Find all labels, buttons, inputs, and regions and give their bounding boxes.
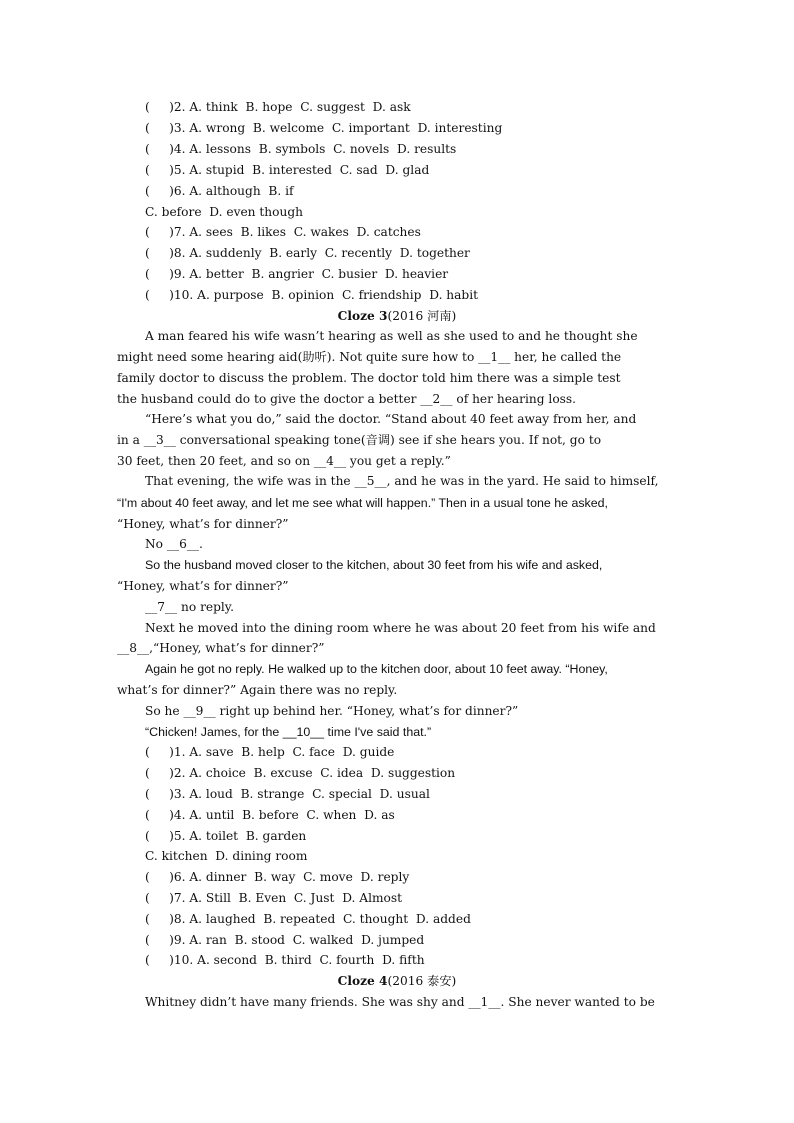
cloze3-line-5: “Here’s what you do,” said the doctor. “Stand about 40 feet away from her, and (145, 412, 637, 426)
question-c2-7: ( )7. A. sees B. likes C. wakes D. catches (145, 225, 421, 239)
cloze3-line-18: what’s for dinner?” Again there was no reply. (117, 683, 398, 697)
question-c2-3: ( )3. A. wrong B. welcome C. important D. interesting (145, 121, 503, 135)
cloze3-line-8: That evening, the wife was in the __5__, and he was in the yard. He said to himself, (145, 474, 659, 488)
question-c3-2: ( )2. A. choice B. excuse C. idea D. suggestion (145, 766, 456, 780)
cloze3-line-7: 30 feet, then 20 feet, and so on __4__ you get a reply.” (117, 454, 451, 468)
question-c3-5-cont: C. kitchen D. dining room (145, 849, 308, 863)
cloze3-heading (0, 306, 794, 326)
cloze4-title: Cloze 4 (337, 974, 388, 988)
cloze3-title: Cloze 3 (337, 309, 388, 323)
cloze4-source: (2016 泰安) (387, 974, 457, 988)
question-c2-6: ( )6. A. although B. if (145, 184, 294, 198)
question-c2-6-cont: C. before D. even though (145, 205, 303, 219)
question-c3-8: ( )8. A. laughed B. repeated C. thought D. added (145, 912, 471, 926)
question-c2-4: ( )4. A. lessons B. symbols C. novels D. results (145, 142, 457, 156)
cloze4-line-1: Whitney didn’t have many friends. She was shy and __1__. She never wanted to be (145, 995, 655, 1009)
question-c2-10: ( )10. A. purpose B. opinion C. friendship D. habit (145, 288, 479, 302)
cloze3-line-1: A man feared his wife wasn’t hearing as well as she used to and he thought she (145, 329, 638, 343)
cloze3-line-14: __7__ no reply. (145, 600, 234, 614)
cloze3-line-15: Next he moved into the dining room where he was about 20 feet from his wife and (145, 621, 656, 635)
question-c3-10: ( )10. A. second B. third C. fourth D. fifth (145, 953, 425, 967)
question-c2-2: ( )2. A. think B. hope C. suggest D. ask (145, 100, 411, 114)
cloze3-line-19: So he __9__ right up behind her. “Honey, what’s for dinner?” (145, 704, 519, 718)
question-c3-3: ( )3. A. loud B. strange C. special D. usual (145, 787, 430, 801)
cloze3-line-6: in a __3__ conversational speaking tone(音调) see if she hears you. If not, go to (117, 433, 602, 447)
question-c2-9: ( )9. A. better B. angrier C. busier D. heavier (145, 267, 449, 281)
question-c3-7: ( )7. A. Still B. Even C. Just D. Almost (145, 891, 403, 905)
cloze3-line-4: the husband could do to give the doctor a better __2__ of her hearing loss. (117, 392, 577, 406)
question-c3-9: ( )9. A. ran B. stood C. walked D. jumped (145, 933, 425, 947)
question-c3-6: ( )6. A. dinner B. way C. move D. reply (145, 870, 410, 884)
cloze3-line-11: No __6__. (145, 537, 203, 551)
cloze4-heading (0, 971, 794, 991)
cloze3-line-2: might need some hearing aid(助听). Not quite sure how to __1__ her, he called the (117, 350, 622, 364)
cloze3-line-10: “Honey, what’s for dinner?” (117, 517, 289, 531)
cloze3-line-13: “Honey, what’s for dinner?” (117, 579, 289, 593)
question-c3-1: ( )1. A. save B. help C. face D. guide (145, 745, 395, 759)
question-c2-5: ( )5. A. stupid B. interested C. sad D. glad (145, 163, 430, 177)
question-c3-5: ( )5. A. toilet B. garden (145, 829, 307, 843)
cloze3-line-16: __8__,“Honey, what’s for dinner?” (117, 641, 325, 655)
cloze3-source: (2016 河南) (387, 309, 457, 323)
cloze3-line-3: family doctor to discuss the problem. The doctor told him there was a simple test (117, 371, 621, 385)
cloze3-line-9: “I'm about 40 feet away, and let me see what will happen.” Then in a usual tone he asked, (117, 496, 608, 510)
cloze3-line-12: So the husband moved closer to the kitchen, about 30 feet from his wife and asked, (145, 558, 603, 572)
cloze3-line-17: Again he got no reply. He walked up to the kitchen door, about 10 feet away. “Honey, (145, 662, 608, 676)
cloze3-line-20: “Chicken! James, for the __10__ time I've said that.” (145, 725, 432, 739)
question-c3-4: ( )4. A. until B. before C. when D. as (145, 808, 395, 822)
question-c2-8: ( )8. A. suddenly B. early C. recently D. together (145, 246, 470, 260)
